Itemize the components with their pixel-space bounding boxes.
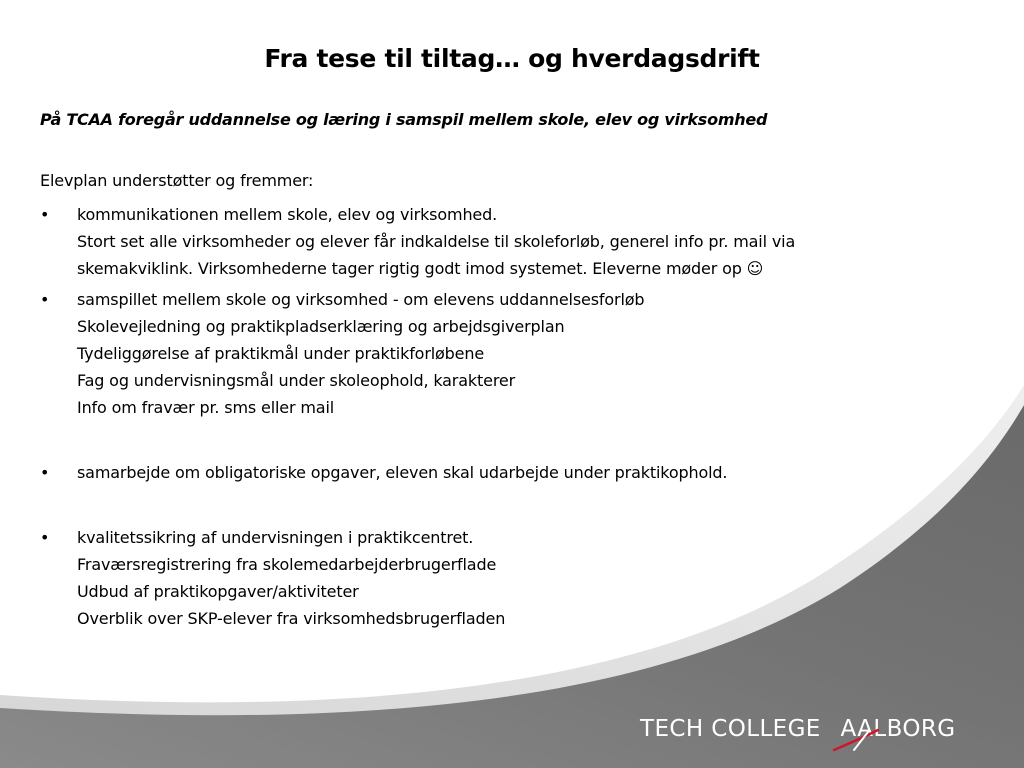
bullet-item	[40, 459, 940, 486]
bullet-line: Udbud af praktikopgaver/aktiviteter	[77, 582, 359, 601]
intro-text: Elevplan understøtter og fremmer:	[40, 171, 314, 190]
bullet-item	[40, 286, 940, 421]
logo-wordmark	[640, 716, 955, 742]
bullet-marker: •	[40, 528, 50, 547]
bullet-line: Fag og undervisningsmål under skoleophold, karakterer	[77, 371, 516, 390]
slide-title: Fra tese til tiltag… og hverdagsdrift	[264, 44, 760, 73]
bullet-line: kvalitetssikring af undervisningen i praktikcentret.	[77, 528, 474, 547]
logo-word-aalborg: AALBORG	[840, 716, 956, 742]
bullet-line: Stort set alle virksomheder og elever får indkaldelse til skoleforløb, generel info pr. mail via	[77, 232, 796, 251]
bullet-line: kommunikationen mellem skole, elev og virksomhed.	[77, 205, 498, 224]
bullet-line: Fraværsregistrering fra skolemedarbejderbrugerflade	[77, 555, 497, 574]
logo-word-college: COLLEGE	[711, 716, 821, 742]
slide-subtitle: På TCAA foregår uddannelse og læring i samspil mellem skole, elev og virksomhed	[40, 110, 768, 129]
tech-college-aalborg-logo	[640, 716, 980, 752]
logo-swoosh-icon	[832, 726, 890, 752]
bullet-list	[40, 201, 940, 632]
bullet-marker: •	[40, 290, 50, 309]
bullet-item	[40, 524, 940, 632]
bullet-line: Skolevejledning og praktikpladserklæring og arbejdsgiverplan	[77, 317, 565, 336]
bullet-item	[40, 201, 940, 282]
bullet-line: Info om fravær pr. sms eller mail	[77, 398, 335, 417]
bullet-marker: •	[40, 463, 50, 482]
bullet-line: Tydeliggørelse af praktikmål under praktikforløbene	[77, 344, 485, 363]
bullet-line: Overblik over SKP-elever fra virksomhedsbrugerfladen	[77, 609, 506, 628]
bullet-line: skemakviklink. Virksomhederne tager rigtig godt imod systemet. Eleverne møder op ☺	[77, 259, 764, 278]
logo-word-tech: TECH	[640, 716, 704, 742]
bullet-marker: •	[40, 205, 50, 224]
bullet-line: samarbejde om obligatoriske opgaver, eleven skal udarbejde under praktikophold.	[77, 463, 728, 482]
bullet-line: samspillet mellem skole og virksomhed - om elevens uddannelsesforløb	[77, 290, 645, 309]
